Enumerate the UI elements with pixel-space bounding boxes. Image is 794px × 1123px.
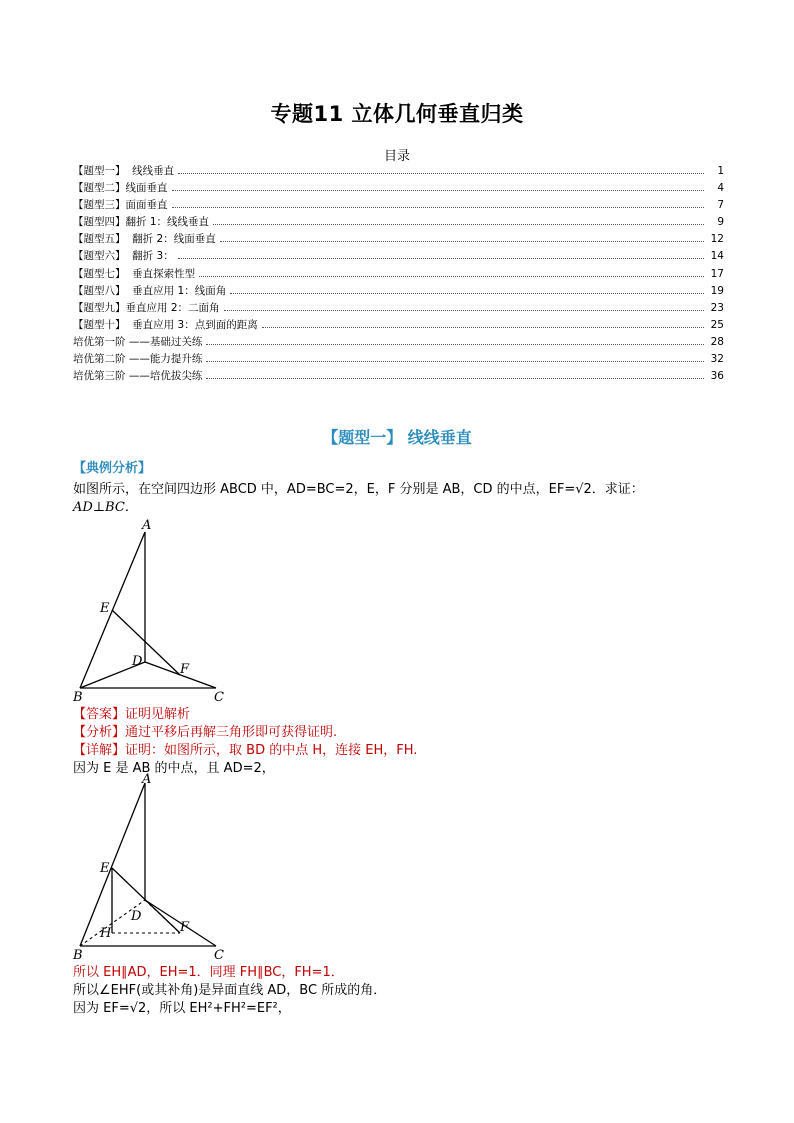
analysis-tag: 【分析】 bbox=[73, 725, 126, 740]
toc-entry[interactable] bbox=[73, 334, 724, 351]
section-title: 【题型一】 线线垂直 bbox=[322, 428, 472, 447]
toc-entry[interactable] bbox=[73, 351, 724, 368]
toc-entry-label: 培优第二阶 ——能力提升练 bbox=[73, 353, 203, 366]
detail-tag: 【详解】 bbox=[73, 743, 126, 758]
answer-tag: 【答案】 bbox=[73, 707, 126, 722]
toc-leader bbox=[206, 378, 704, 379]
so-line-1: 所以 EH∥AD，EH=1．同理 FH∥BC，FH=1． bbox=[73, 965, 344, 980]
because-line-1: 因为 E 是 AB 的中点，且 AD=2， bbox=[73, 761, 275, 776]
toc-entry-label: 【题型十】 垂直应用 3：点到面的距离 bbox=[73, 318, 258, 331]
toc-entry-page: 1 bbox=[717, 165, 724, 177]
analysis-line bbox=[73, 724, 337, 742]
detail-text: 证明：如图所示，取 BD 的中点 H，连接 EH，FH. bbox=[125, 743, 418, 758]
label-F: F bbox=[180, 662, 190, 677]
label-B: B bbox=[73, 948, 83, 963]
toc-entry-label: 【题型六】 翻折 3： bbox=[73, 250, 174, 263]
toc-leader bbox=[172, 207, 705, 208]
toc-leader bbox=[178, 173, 704, 174]
toc-leader bbox=[213, 224, 704, 225]
toc-entry-label: 【题型八】 垂直应用 1：线面角 bbox=[73, 284, 227, 297]
toc-entry-page: 14 bbox=[710, 250, 724, 263]
toc-entry-label: 【题型五】 翻折 2：线面垂直 bbox=[73, 233, 216, 246]
toc-entry-page: 9 bbox=[717, 216, 724, 229]
toc-entry-label: 【题型三】面面垂直 bbox=[73, 199, 168, 212]
toc-leader bbox=[178, 258, 704, 259]
segment-EF bbox=[112, 610, 180, 675]
label-D: D bbox=[132, 654, 143, 669]
toc-entry-label: 【题型四】翻折 1：线线垂直 bbox=[73, 216, 210, 229]
label-A: A bbox=[142, 518, 152, 533]
toc-entry-label: 【题型二】线面垂直 bbox=[73, 182, 168, 195]
problem-line-2: AD⊥BC． bbox=[73, 500, 138, 515]
toc-leader bbox=[230, 293, 704, 294]
label-C: C bbox=[214, 690, 224, 705]
problem-line-1: 如图所示，在空间四边形 ABCD 中，AD=BC=2，E，F 分别是 AB，CD 的中点，EF=√2．求证： bbox=[73, 482, 644, 497]
toc-entry-page: 36 bbox=[710, 370, 724, 383]
toc-entry-page: 28 bbox=[710, 335, 724, 348]
detail-line bbox=[73, 742, 417, 760]
answer-line bbox=[73, 706, 190, 724]
toc-entry[interactable] bbox=[73, 214, 724, 231]
so-line-2: 所以∠EHF(或其补角)是异面直线 AD，BC 所成的角． bbox=[73, 983, 387, 998]
toc-entry-label: 培优第一阶 ——基础过关练 bbox=[73, 335, 203, 348]
toc-entry-page: 4 bbox=[717, 182, 724, 195]
toc-entry[interactable] bbox=[73, 266, 724, 283]
toc-entry[interactable] bbox=[73, 197, 724, 214]
toc-leader bbox=[172, 190, 705, 191]
label-C: C bbox=[214, 948, 224, 963]
document-title: 专题11 立体几何垂直归类 bbox=[270, 102, 524, 126]
toc-leader bbox=[262, 327, 704, 328]
table-of-contents bbox=[73, 163, 724, 385]
toc-entry[interactable] bbox=[73, 248, 724, 265]
analysis-text: 通过平移后再解三角形即可获得证明. bbox=[125, 725, 338, 740]
toc-entry-label: 【题型一】 线线垂直 bbox=[73, 165, 175, 177]
toc-heading: 目录 bbox=[383, 149, 410, 164]
toc-entry-page: 19 bbox=[710, 284, 724, 297]
toc-entry-page: 12 bbox=[710, 233, 724, 246]
toc-entry-page: 25 bbox=[710, 318, 724, 331]
toc-leader bbox=[206, 344, 704, 345]
toc-entry[interactable] bbox=[73, 283, 724, 300]
label-D: D bbox=[131, 909, 142, 924]
example-tag-line bbox=[73, 460, 151, 478]
toc-entry-label: 【题型九】垂直应用 2：二面角 bbox=[73, 301, 220, 314]
label-H: H bbox=[100, 926, 112, 941]
example-tag: 【典例分析】 bbox=[73, 461, 152, 476]
label-B: B bbox=[73, 690, 83, 705]
toc-entry[interactable] bbox=[73, 180, 724, 197]
toc-leader bbox=[220, 241, 704, 242]
toc-entry[interactable] bbox=[73, 368, 724, 385]
label-E: E bbox=[100, 861, 110, 876]
toc-entry-page: 32 bbox=[710, 353, 724, 366]
toc-entry[interactable] bbox=[73, 231, 724, 248]
toc-leader bbox=[199, 276, 704, 277]
toc-entry-label: 【题型七】 垂直探索性型 bbox=[73, 267, 196, 280]
label-E: E bbox=[100, 601, 110, 616]
toc-entry[interactable] bbox=[73, 163, 724, 180]
answer-text: 证明见解析 bbox=[125, 707, 191, 722]
toc-entry-page: 7 bbox=[717, 199, 724, 212]
label-A: A bbox=[142, 773, 152, 787]
because-line-2: 因为 EF=√2，所以 EH²+FH²=EF²， bbox=[73, 1001, 291, 1016]
label-F: F bbox=[180, 920, 190, 935]
toc-leader bbox=[206, 361, 704, 362]
toc-leader bbox=[224, 310, 704, 311]
toc-entry-page: 23 bbox=[710, 301, 724, 314]
toc-entry-label: 培优第三阶 ——培优拔尖练 bbox=[73, 370, 203, 383]
figure-tetrahedron-1 bbox=[70, 515, 240, 707]
toc-entry-page: 17 bbox=[710, 267, 724, 280]
toc-entry[interactable] bbox=[73, 300, 724, 317]
toc-entry[interactable] bbox=[73, 317, 724, 334]
figure-tetrahedron-2 bbox=[70, 773, 240, 965]
